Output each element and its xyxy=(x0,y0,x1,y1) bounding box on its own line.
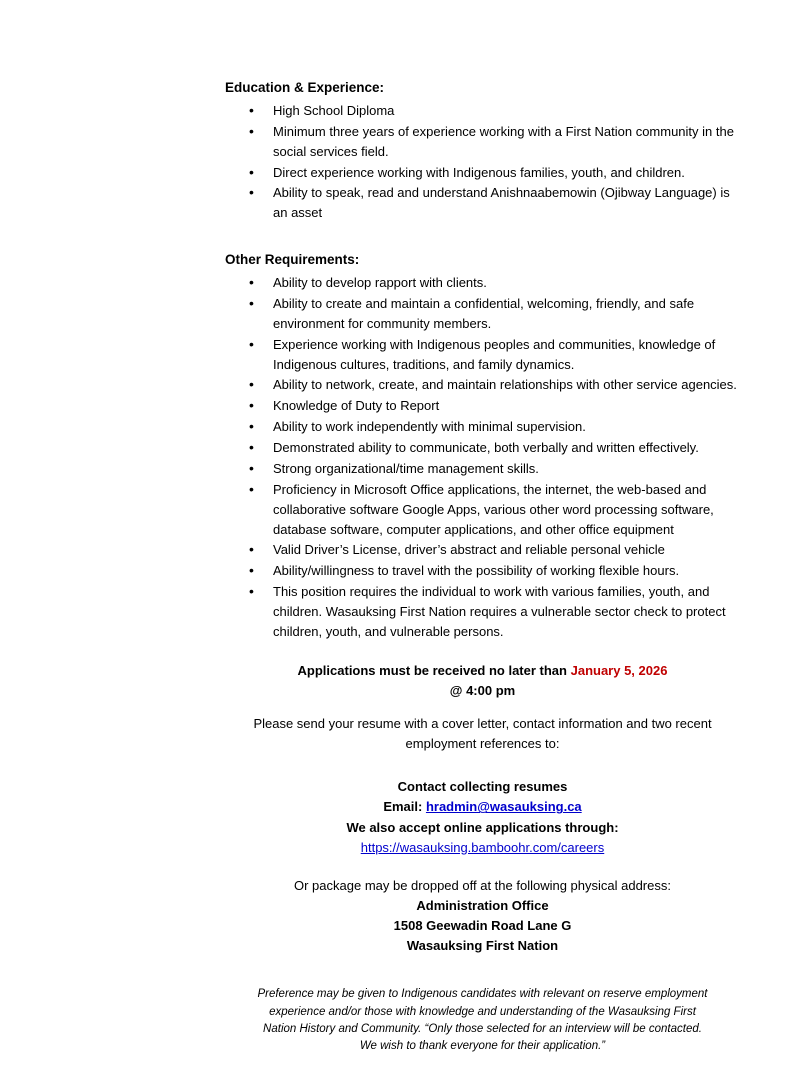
section-heading-education: Education & Experience: xyxy=(225,80,385,95)
list-item: • Knowledge of Duty to Report xyxy=(225,396,740,416)
section-spacer xyxy=(225,224,740,252)
contact-heading: Contact collecting resumes xyxy=(397,779,568,795)
email-label: Email: xyxy=(383,799,426,815)
bullet-list-other-requirements xyxy=(225,273,740,642)
dropoff-line-2: 1508 Geewadin Road Lane G xyxy=(393,918,572,934)
dropoff-intro: Or package may be dropped off at the following physical address: xyxy=(294,877,671,893)
list-item: • Ability to work independently with minimal supervision. xyxy=(225,417,740,437)
deadline-lead-text: Applications must be received no later than xyxy=(297,662,571,678)
online-applications-text: We also accept online applications through: xyxy=(346,819,619,835)
list-item: • Minimum three years of experience working with a First Nation community in the social services field. xyxy=(225,122,740,162)
list-item: • Proficiency in Microsoft Office applications, the internet, the web-based and collaborative software Google Apps, various other word processing software, database software, computer applications, and other office equipment xyxy=(225,480,740,540)
list-item: • This position requires the individual to work with various families, youth, and children. Wasauksing First Nation requires a vulnerable sector check to protect children, youth, and vulnerable persons. xyxy=(225,582,740,642)
section-education-experience xyxy=(225,80,740,223)
list-item: • Direct experience working with Indigenous families, youth, and children. xyxy=(225,163,740,183)
email-link[interactable]: hradmin@wasauksing.ca xyxy=(425,799,582,815)
deadline-time: @ 4:00 pm xyxy=(449,682,516,698)
list-item: • Ability to develop rapport with clients. xyxy=(225,273,740,293)
document-body xyxy=(225,80,740,1067)
dropoff-line-1: Administration Office xyxy=(416,898,549,914)
section-spacer xyxy=(225,858,740,876)
list-item: • Ability to network, create, and maintain relationships with other service agencies. xyxy=(225,375,740,395)
contact-block xyxy=(225,777,740,858)
section-heading-other-requirements: Other Requirements: xyxy=(225,252,360,268)
list-item: • Ability/willingness to travel with the possibility of working flexible hours. xyxy=(225,561,740,581)
section-other-requirements xyxy=(225,252,740,642)
dropoff-block xyxy=(225,876,740,957)
online-applications-link-line xyxy=(225,838,740,858)
list-item: • Ability to speak, read and understand Anishnaabemowin (Ojibway Language) is an asset xyxy=(225,183,740,223)
preference-footer-note: Preference may be given to Indigenous candidates with relevant on reserve employment experience and/or those with knowledge and understanding of the Wasauksing First Nation History and Community. “Only those selected for an interview will be contacted. We wish to thank everyone for their application.” xyxy=(257,988,708,1053)
submission-instructions: Please send your resume with a cover letter, contact information and two recent employment references to: xyxy=(253,716,712,752)
list-item: • Valid Driver’s License, driver’s abstract and reliable personal vehicle xyxy=(225,540,740,560)
list-item: • Experience working with Indigenous peoples and communities, knowledge of Indigenous cultures, traditions, and family dynamics. xyxy=(225,335,740,375)
section-spacer xyxy=(225,643,740,661)
list-item: • High School Diploma xyxy=(225,101,740,121)
dropoff-line-3: Wasauksing First Nation xyxy=(406,938,559,954)
careers-url-link[interactable]: https://wasauksing.bamboohr.com/careers xyxy=(360,839,605,855)
section-spacer xyxy=(225,767,740,777)
deadline-date: January 5, 2026 xyxy=(570,662,668,678)
contact-email-line xyxy=(225,797,740,817)
deadline-block xyxy=(225,661,740,701)
bullet-list-education xyxy=(225,101,740,223)
list-item: • Ability to create and maintain a confidential, welcoming, friendly, and safe environment for community members. xyxy=(225,294,740,334)
deadline-line xyxy=(225,661,740,681)
list-item: • Demonstrated ability to communicate, both verbally and written effectively. xyxy=(225,438,740,458)
list-item: • Strong organizational/time management skills. xyxy=(225,459,740,479)
